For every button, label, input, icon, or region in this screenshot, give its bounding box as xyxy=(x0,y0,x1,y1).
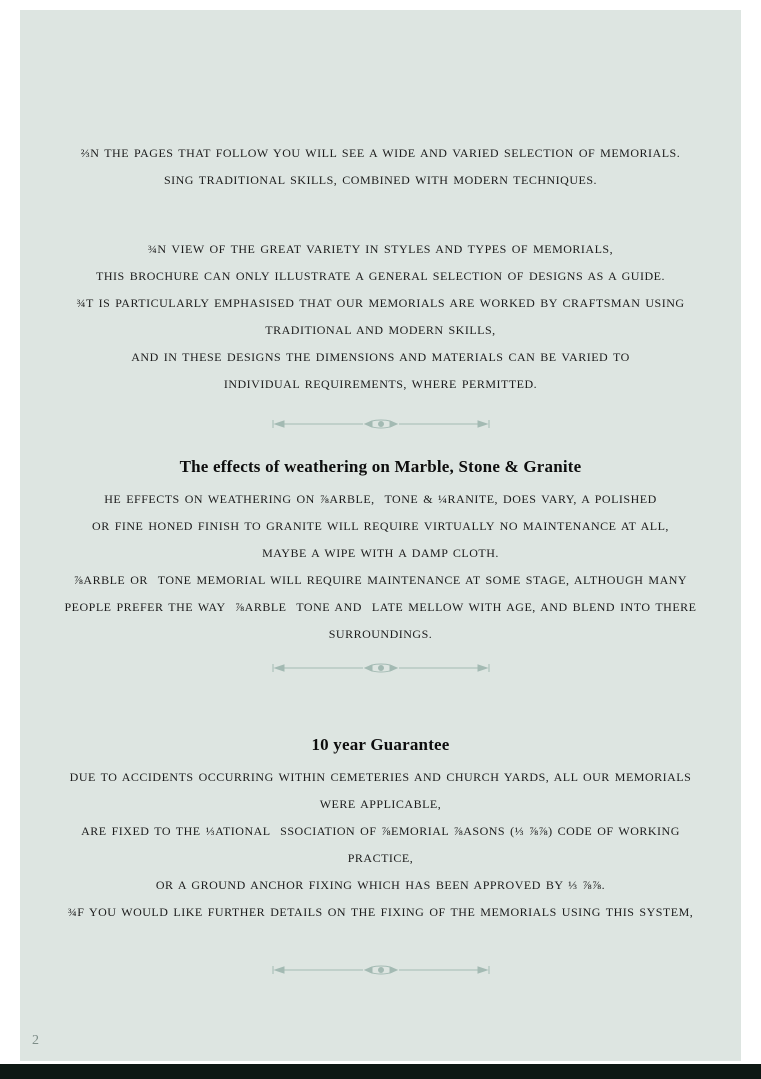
guarantee-paragraph xyxy=(20,764,741,926)
variety-paragraph xyxy=(20,236,741,398)
footer-bar xyxy=(0,1064,761,1079)
text-line: AND IN THESE DESIGNS THE DIMENSIONS AND MATERIALS CAN BE VARIED TO xyxy=(131,350,630,364)
intro-paragraph xyxy=(20,140,741,194)
guarantee-heading: 10 year Guarantee xyxy=(311,735,450,754)
brochure-page-panel xyxy=(20,10,741,1061)
text-line: SING TRADITIONAL SKILLS, COMBINED WITH MODERN TECHNIQUES. xyxy=(163,173,598,187)
text-line: ARE FIXED TO THE ⅓ATIONAL SSOCIATION OF ⅞EMORIAL ⅞ASONS (⅓ ⅞⅞) CODE OF WORKING xyxy=(81,824,680,838)
weathering-paragraph xyxy=(20,486,741,648)
page-content xyxy=(20,10,741,978)
divider-ornament-icon xyxy=(271,416,491,432)
text-line: ¾N VIEW OF THE GREAT VARIETY IN STYLES AND TYPES OF MEMORIALS, xyxy=(147,242,614,256)
text-line: DUE TO ACCIDENTS OCCURRING WITHIN CEMETERIES AND CHURCH YARDS, ALL OUR MEMORIALS xyxy=(69,770,692,784)
ornamental-divider xyxy=(20,660,741,676)
weathering-heading: The effects of weathering on Marble, Stone & Granite xyxy=(179,457,582,476)
text-line: ⅔N THE PAGES THAT FOLLOW YOU WILL SEE A WIDE AND VARIED SELECTION OF MEMORIALS. xyxy=(80,146,681,160)
text-line: HE EFFECTS ON WEATHERING ON ⅞ARBLE, TONE & ¼RANITE, DOES VARY, A POLISHED xyxy=(104,492,657,506)
text-line: SURROUNDINGS. xyxy=(328,627,433,641)
text-line: WERE APPLICABLE, xyxy=(319,797,442,811)
text-line: ¾F YOU WOULD LIKE FURTHER DETAILS ON THE FIXING OF THE MEMORIALS USING THIS SYSTEM, xyxy=(67,905,694,919)
text-line: PEOPLE PREFER THE WAY ⅞ARBLE TONE AND LATE MELLOW WITH AGE, AND BLEND INTO THERE xyxy=(64,600,697,614)
text-line: THIS BROCHURE CAN ONLY ILLUSTRATE A GENERAL SELECTION OF DESIGNS AS A GUIDE. xyxy=(96,269,665,283)
ornamental-divider xyxy=(20,416,741,432)
text-line: TRADITIONAL AND MODERN SKILLS, xyxy=(265,323,496,337)
text-line: INDIVIDUAL REQUIREMENTS, WHERE PERMITTED. xyxy=(223,377,538,391)
text-line: OR FINE HONED FINISH TO GRANITE WILL REQUIRE VIRTUALLY NO MAINTENANCE AT ALL, xyxy=(92,519,669,533)
text-line: MAYBE A WIPE WITH A DAMP CLOTH. xyxy=(262,546,499,560)
text-line: ⅞ARBLE OR TONE MEMORIAL WILL REQUIRE MAINTENANCE AT SOME STAGE, ALTHOUGH MANY xyxy=(73,573,688,587)
text-line: ¾T IS PARTICULARLY EMPHASISED THAT OUR MEMORIALS ARE WORKED BY CRAFTSMAN USING xyxy=(76,296,685,310)
divider-ornament-icon xyxy=(271,660,491,676)
ornamental-divider xyxy=(20,962,741,978)
text-line: OR A GROUND ANCHOR FIXING WHICH HAS BEEN APPROVED BY ⅓ ⅞⅞. xyxy=(155,878,606,892)
text-line: PRACTICE, xyxy=(347,851,414,865)
page-number: 2 xyxy=(32,1033,39,1048)
divider-ornament-icon xyxy=(271,962,491,978)
